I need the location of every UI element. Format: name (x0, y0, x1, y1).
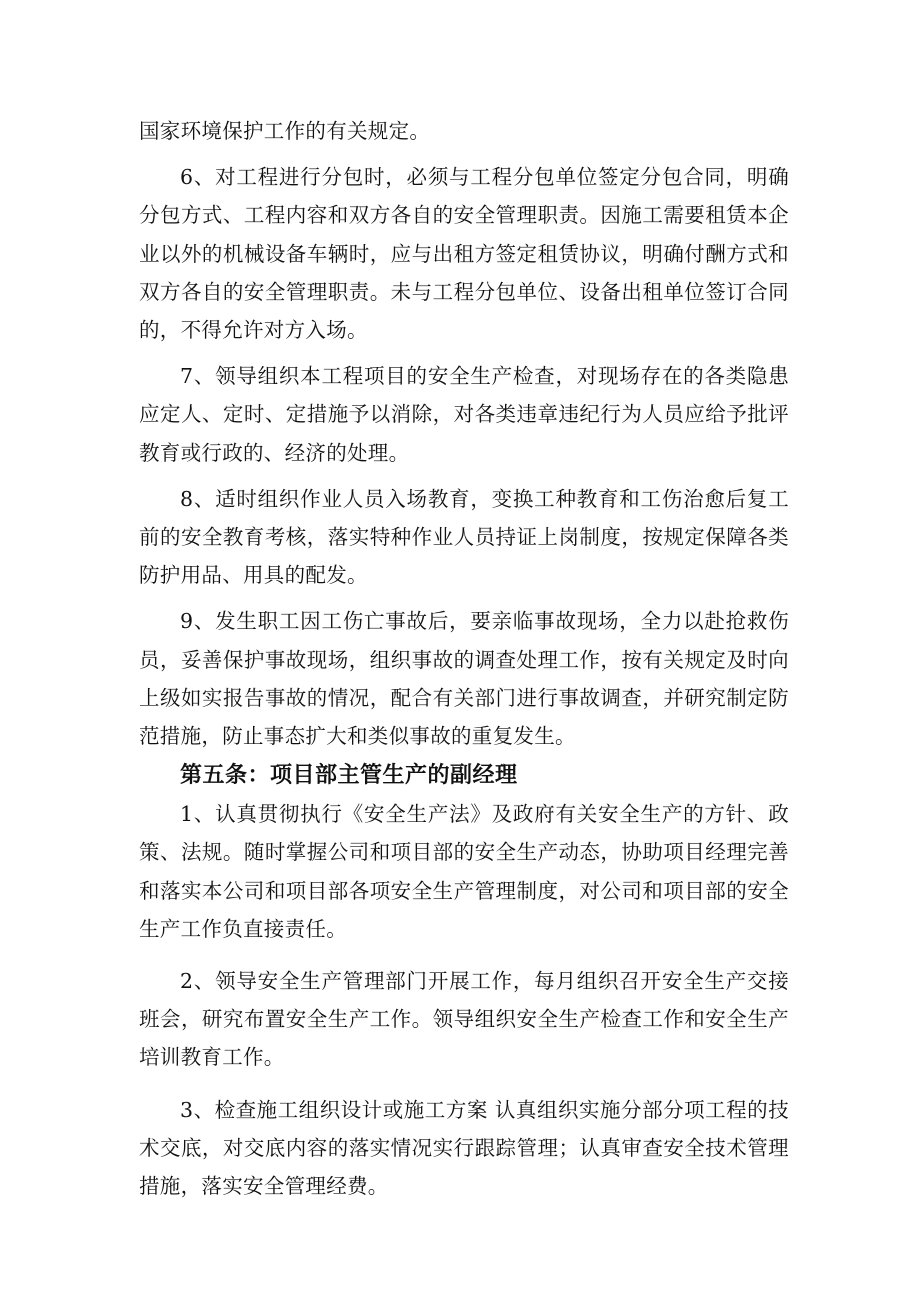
section-heading: 第五条：项目部主管生产的副经理 (180, 762, 518, 789)
paragraph-continuation: 国家环境保护工作的有关规定。 (139, 119, 431, 143)
section-paragraph-2: 2、领导安全生产管理部门开展工作，每月组织召开安全生产交接班会，研究布置安全生产工作。领导组织安全生产检查工作和安全生产培训教育工作。 (139, 969, 789, 1070)
paragraph-item-8: 8、适时组织作业人员入场教育，变换工种教育和工伤治愈后复工前的安全教育考核，落实特种作业人员持证上岗制度，按规定保障各类防护用品、用具的配发。 (139, 486, 789, 588)
document-body (139, 112, 789, 1205)
paragraph-item-6: 6、对工程进行分包时，必须与工程分包单位签定分包合同，明确分包方式、工程内容和双方各自的安全管理职责。因施工需要租赁本企业以外的机械设备车辆时，应与出租方签定租赁协议，明确付酬方式和双方各自的安全管理职责。未与工程分包单位、设备出租单位签订合同的，不得允许对方入场。 (139, 165, 789, 343)
section-paragraph-1: 1、认真贯彻执行《安全生产法》及政府有关安全生产的方针、政策、法规。随时掌握公司和项目部的安全生产动态，协助项目经理完善和落实本公司和项目部各项安全生产管理制度，对公司和项目部的安全生产工作负直接责任。 (139, 802, 789, 941)
paragraph-item-9: 9、发生职工因工伤亡事故后，要亲临事故现场，全力以赴抢救伤员，妥善保护事故现场，组织事故的调查处理工作，按有关规定及时向上级如实报告事故的情况，配合有关部门进行事故调查，并研究制定防范措施，防止事态扩大和类似事故的重复发生。 (139, 609, 789, 749)
paragraph-item-7: 7、领导组织本工程项目的安全生产检查，对现场存在的各类隐患应定人、定时、定措施予以消除，对各类违章违纪行为人员应给予批评教育或行政的、经济的处理。 (139, 364, 789, 465)
section-paragraph-3: 3、检查施工组织设计或施工方案 认真组织实施分部分项工程的技术交底，对交底内容的落实情况实行跟踪管理；认真审查安全技术管理措施，落实安全管理经费。 (139, 1097, 789, 1199)
